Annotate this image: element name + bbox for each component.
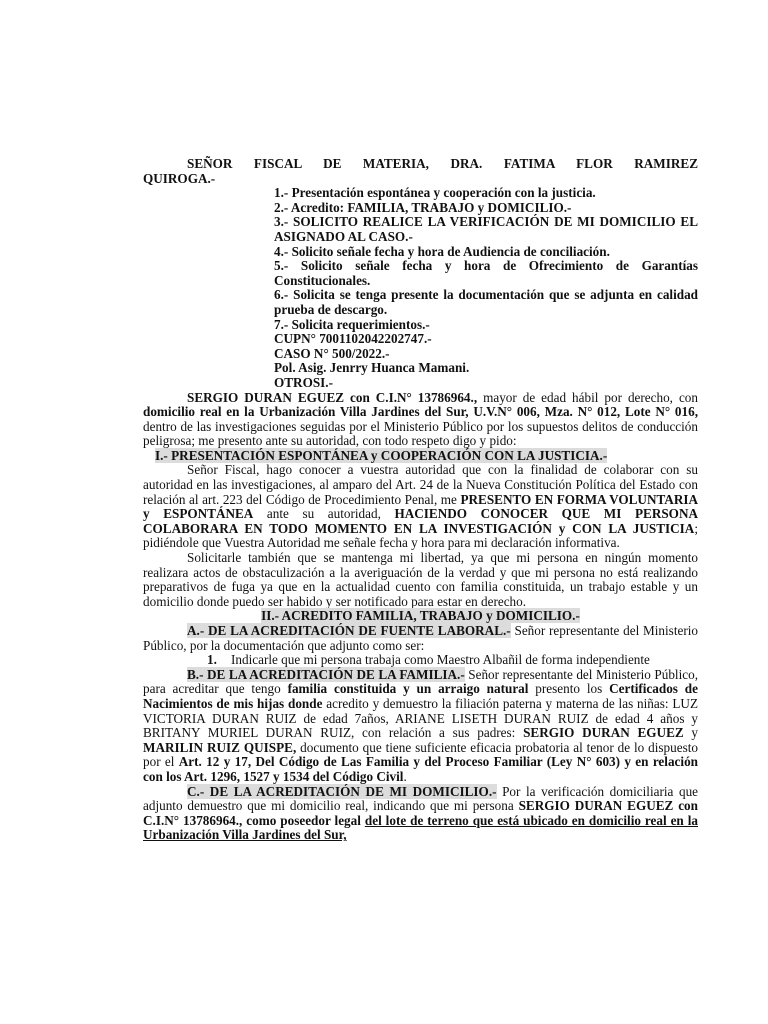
s1-text-d: HACIENDO CONOCER QUE MI PERSONA COLABORARA EN TODO MOMENTO EN LA INVESTIGACIÓN y CON LA JUSTICIA — [143, 506, 698, 536]
sb-text-11: . — [403, 768, 407, 784]
sb-text-6: SERGIO DURAN EGUEZ — [523, 725, 684, 741]
subsection-a-text: Señor representante del Ministerio Público, por la documentación que adjunto como ser: — [143, 623, 698, 653]
petitorio-item: 4.- Solicito señale fecha y hora de Audiencia de conciliación. — [274, 243, 610, 259]
intro-text-1: mayor de edad hábil por derecho, con — [477, 389, 698, 405]
sb-text-10: Art. 12 y 17, Del Código de Las Familia y del Proceso Familiar (Ley N° 603) y en relación con los Art. 1296, 1527 y 1534 del Código Civil — [143, 754, 698, 784]
sb-text-8: MARILIN RUIZ QUISPE, — [143, 739, 297, 755]
petitorio-list — [274, 186, 698, 390]
section-1-title-text: I.- PRESENTACIÓN ESPONTÁNEA y COOPERACIÓN CON LA JUSTICIA.- — [155, 447, 608, 463]
applicant-name: SERGIO DURAN EGUEZ con C.I.N° 13786964., — [187, 389, 478, 405]
petitorio-item: 7.- Solicita requerimientos.- — [274, 316, 430, 332]
subsection-a-title: A.- DE LA ACREDITACIÓN DE FUENTE LABORAL.- — [187, 623, 511, 638]
list-item-number: 1. — [207, 652, 217, 668]
sb-text-5: acredito y demuestro la filiación paterna y materna de las niñas: LUZ VICTORIA DURAN RUIZ de edad 7años, ARIANE LISETH DURAN RUIZ de edad 4 años y BRITANY MURIEL DURAN RUIZ, con relación a sus padres: — [143, 695, 699, 741]
sb-text-9: documento que tiene suficiente eficacia probatoria al tenor de lo dispuesto por el — [143, 739, 698, 770]
sc-text-3: del lote de terreno que está ubicado en domicilio real en la Urbanización Villa Jardines del Sur, — [143, 812, 698, 843]
sc-text-1: Por la verificación domiciliaria que adjunto demuestro que mi domicilio real, indicando que mi persona — [143, 783, 699, 814]
applicant-domicile: domicilio real en la Urbanización Villa Jardines del Sur, U.V.N° 006, Mza. N° 012, Lote N° 016, — [143, 404, 698, 420]
petitorio-item: 1.- Presentación espontánea y cooperación con la justicia. — [274, 185, 596, 201]
section-2-title — [143, 609, 698, 624]
section-1-title — [155, 449, 698, 464]
petitorio-item: 2.- Acredito: FAMILIA, TRABAJO y DOMICILIO.- — [274, 199, 572, 215]
addressee-line-2: QUIROGA.- — [143, 170, 216, 186]
otrosi: OTROSI.- — [274, 374, 333, 390]
assigned-officer: Pol. Asig. Jenrry Huanca Mamani. — [274, 360, 470, 376]
section-2-title-text: II.- ACREDITO FAMILIA, TRABAJO y DOMICILIO.- — [261, 608, 580, 624]
intro-text-2: dentro de las investigaciones seguidas por el Ministerio Público por los supuestos delitos de conducción peligrosa; me presento ante su autoridad, con todo respeto digo y pido: — [143, 418, 698, 449]
s1-text-e: ; pidiéndole que Vuestra Autoridad me señale fecha y hora para mi declaración informativa. — [143, 520, 698, 551]
s1-text-b: PRESENTO EN FORMA VOLUNTARIA y ESPONTÁNEA — [143, 491, 698, 522]
subsection-b-title: B.- DE LA ACREDITACIÓN DE LA FAMILIA.- — [187, 666, 465, 682]
sc-text-2: SERGIO DURAN EGUEZ con C.I.N° 13786964., como poseedor legal — [143, 798, 698, 828]
case-cupn: CUPN° 7001102042202747.- — [274, 331, 432, 347]
case-number: CASO N° 500/2022.- — [274, 345, 390, 361]
section-1-paragraph-2: Solicitarle también que se mantenga mi libertad, ya que mi persona en ningún momento realizara actos de obstaculización a la averiguación de la verdad y que mi persona no está realizando preparativos de fuga ya que en la actualidad cuento con familia constituida, un trabajo estable y un domicilio donde puedo ser habido y ser notificado para estar en derecho. — [143, 550, 698, 609]
sb-text-1: Señor representante del Ministerio Público, para acreditar que tengo — [143, 666, 698, 697]
intro-paragraph — [143, 391, 698, 449]
petitorio-item: 5.- Solicito señale fecha y hora de Ofrecimiento de Garantías Constitucionales. — [274, 258, 698, 288]
petitorio-item: 3.- SOLICITO REALICE LA VERIFICACIÓN DE MI DOMICILIO EL ASIGNADO AL CASO.- — [274, 214, 698, 244]
addressee-line-1: SEÑOR FISCAL DE MATERIA, DRA. FATIMA FLOR RAMIREZ — [187, 156, 698, 171]
subsection-c — [143, 785, 698, 843]
subsection-a — [143, 624, 698, 653]
subsection-c-title: C.- DE LA ACREDITACIÓN DE MI DOMICILIO.- — [187, 783, 497, 799]
s1-text-c: ante su autoridad, — [253, 506, 395, 522]
sb-text-4: Certificados de Nacimientos de mis hijas donde — [143, 681, 698, 711]
sb-text-2: familia constituida y un arraigo natural — [287, 681, 529, 697]
document-page — [143, 157, 698, 843]
subsection-b — [143, 668, 698, 785]
list-item — [207, 653, 698, 668]
sb-text-7: y — [683, 725, 698, 741]
list-item-text: Indicarle que mi persona trabaja como Maestro Albañil de forma independiente — [231, 652, 650, 668]
sb-text-3: presento los — [528, 681, 610, 697]
addressee — [143, 157, 698, 172]
petitorio-item: 6.- Solicita se tenga presente la documentación que se adjunta en calidad prueba de descargo. — [274, 287, 698, 317]
s1-text-a: Señor Fiscal, hago conocer a vuestra autoridad que con la finalidad de colaborar con su autoridad en las investigaciones, al amparo del Art. 24 de la Nueva Constitución Política del Estado con relación al art. 223 del Código de Procedimiento Penal, me — [143, 462, 698, 507]
section-1-paragraph-1 — [143, 463, 698, 551]
